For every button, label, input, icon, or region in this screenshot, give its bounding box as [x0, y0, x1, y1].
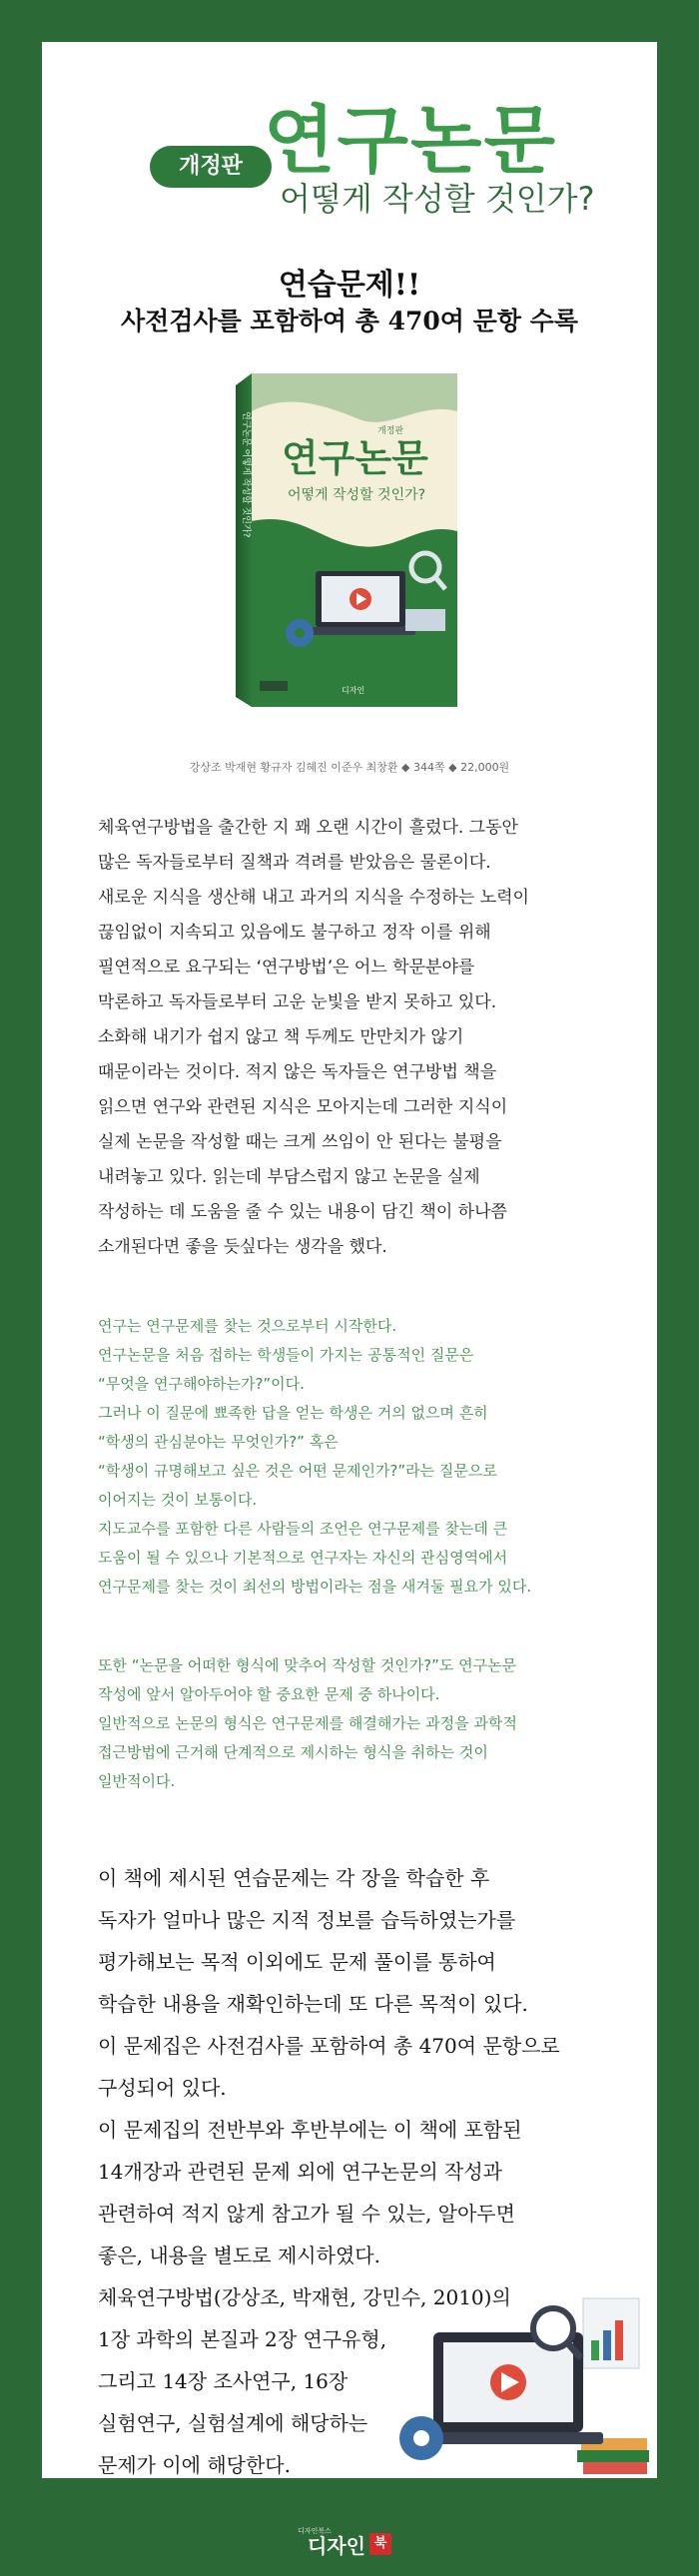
practice-description-line: 이 문제집의 전반부와 후반부에는 이 책에 포함된	[98, 2118, 522, 2142]
practice-description-line: 그리고 14장 조사연구, 16장	[98, 2369, 349, 2393]
paper-format-paragraph	[98, 1651, 657, 1796]
book-subtitle: 어떻게 작성할 것인가?	[280, 180, 595, 218]
intro-line: 소화해 내기가 쉽지 않고 책 두께도 만만치가 않기	[98, 1027, 464, 1047]
paper-format-line: 또한 “논문을 어떠한 형식에 맞추어 작성할 것인가?”도 연구논문	[98, 1656, 517, 1674]
revised-edition-badge: 개정판	[150, 146, 272, 188]
research-question-line: 지도교수를 포함한 다른 사람들의 조언은 연구문제를 찾는데 큰	[98, 1520, 508, 1538]
paper-format-line: 작성에 앞서 알아두어야 할 중요한 문제 중 하나이다.	[98, 1685, 440, 1703]
book-cover-image	[230, 371, 461, 709]
practice-description-line: 독자가 얼마나 많은 지적 정보를 습득하였는가를	[98, 1908, 516, 1932]
intro-line: 많은 독자들로부터 질책과 격려를 받았음은 물론이다.	[98, 853, 491, 873]
svg-text:디자인: 디자인	[342, 686, 365, 695]
intro-line: 끊임없이 지속되고 있음에도 불구하고 정작 이를 위해	[98, 923, 491, 943]
research-question-line: “학생의 관심분야는 무엇인가?” 혹은	[98, 1433, 339, 1451]
practice-description-line: 구성되어 있다.	[98, 2076, 227, 2100]
research-question-line: “무엇을 연구해야하는가?”이다.	[98, 1375, 305, 1393]
practice-description-line: 체육연구방법(강상조, 박재현, 강민수, 2010)의	[98, 2285, 511, 2309]
research-question-paragraph	[98, 1312, 657, 1602]
research-question-line: 이어지는 것이 보통이다.	[98, 1491, 258, 1509]
gear-icon	[399, 2416, 443, 2460]
paper-format-line: 일반적으로 논문의 형식은 연구문제를 해결해가는 과정을 과학적	[98, 1714, 517, 1732]
intro-line: 때문이라는 것이다. 적지 않은 독자들은 연구방법 책을	[98, 1062, 497, 1082]
intro-line: 내려놓고 있다. 읽는데 부담스럽지 않고 논문을 실제	[98, 1167, 480, 1187]
intro-paragraph	[98, 811, 657, 1265]
research-question-line: 그러나 이 질문에 뾰족한 답을 얻는 학생은 거의 없으며 흔히	[98, 1404, 488, 1422]
intro-line: 막론하고 독자들로부터 고운 눈빛을 받지 못하고 있다.	[98, 992, 497, 1012]
footer-publisher-small: 디자인북스	[298, 2527, 332, 2535]
practice-description-line: 이 문제집은 사전검사를 포함하여 총 470여 문항으로	[98, 2034, 560, 2058]
intro-line: 읽으면 연구와 관련된 지식은 모아지는데 그러한 지식이	[98, 1097, 508, 1117]
intro-line: 실제 논문을 작성할 때는 크게 쓰임이 안 된다는 불평을	[98, 1132, 502, 1152]
content-panel	[42, 42, 657, 2478]
practice-subheading: 사전검사를 포함하여 총 470여 문항 수록	[121, 307, 578, 335]
cover-spine-text: 연구논문 어떻게 작성할 것인가?	[241, 411, 251, 538]
practice-description-line: 학습한 내용을 재확인하는데 또 다른 목적이 있다.	[98, 1992, 528, 2016]
book-title: 연구논문	[264, 98, 557, 184]
book-info: 강상조 박재현 황규자 김혜진 이준우 최창환 ◆ 344쪽 ◆ 22,000원	[189, 761, 510, 774]
intro-line: 필연적으로 요구되는 ‘연구방법’은 어느 학문분야를	[98, 958, 475, 977]
chart-icon	[583, 2298, 639, 2368]
play-icon	[490, 2364, 526, 2400]
practice-description-line: 평가해보는 목적 이외에도 문제 풀이를 통하여	[98, 1950, 496, 1974]
laptop-icon	[306, 571, 415, 635]
publisher-logo-mark: 북	[369, 2533, 391, 2555]
publisher-logo-text: 디자인	[308, 2533, 365, 2558]
intro-line: 작성하는 데 도움을 줄 수 있는 내용이 담긴 책이 하나쯤	[98, 1202, 507, 1222]
cover-subtitle-text: 어떻게 작성할 것인가?	[288, 487, 426, 503]
paper-format-line: 일반적이다.	[98, 1772, 176, 1790]
practice-description-line: 14개장과 관련된 문제 외에 연구논문의 작성과	[98, 2160, 502, 2184]
practice-description-line: 좋은, 내용을 별도로 제시하였다.	[98, 2244, 380, 2267]
intro-line: 소개된다면 좋을 듯싶다는 생각을 했다.	[98, 1237, 387, 1257]
research-question-line: 연구문제를 찾는 것이 최선의 방법이라는 점을 새겨둘 필요가 있다.	[98, 1578, 532, 1596]
intro-line: 체육연구방법을 출간한 지 꽤 오랜 시간이 흘렀다. 그동안	[98, 818, 518, 838]
research-question-line: 연구는 연구문제를 찾는 것으로부터 시작한다.	[98, 1317, 397, 1335]
publisher-logo	[0, 2524, 699, 2564]
practice-description-line: 관련하여 적지 않게 참고가 될 수 있는, 알아두면	[98, 2202, 515, 2226]
practice-description-line: 문제가 이에 해당한다.	[98, 2453, 291, 2477]
cover-badge-text: 개정판	[377, 426, 404, 436]
practice-heading: 연습문제!!	[278, 268, 421, 303]
research-question-line: 연구논문을 처음 접하는 학생들이 가지는 공통적인 질문은	[98, 1346, 474, 1364]
gear-icon	[286, 619, 314, 647]
study-illustration	[393, 2288, 653, 2488]
paper-format-line: 접근방법에 근거해 단계적으로 제시하는 형식을 취하는 것이	[98, 1743, 488, 1761]
cover-title-text: 연구논문	[282, 436, 428, 480]
practice-description-line: 이 책에 제시된 연습문제는 각 장을 학습한 후	[98, 1866, 490, 1890]
research-question-line: 도움이 될 수 있으나 기본적으로 연구자는 자신의 관심영역에서	[98, 1549, 508, 1567]
practice-description-line: 1장 과학의 본질과 2장 연구유형,	[98, 2327, 387, 2351]
intro-line: 새로운 지식을 생산해 내고 과거의 지식을 수정하는 노력이	[98, 888, 529, 908]
research-question-line: “학생이 규명해보고 싶은 것은 어떤 문제인가?”라는 질문으로	[98, 1462, 497, 1480]
practice-description-line: 실험연구, 실험설계에 해당하는	[98, 2411, 368, 2435]
